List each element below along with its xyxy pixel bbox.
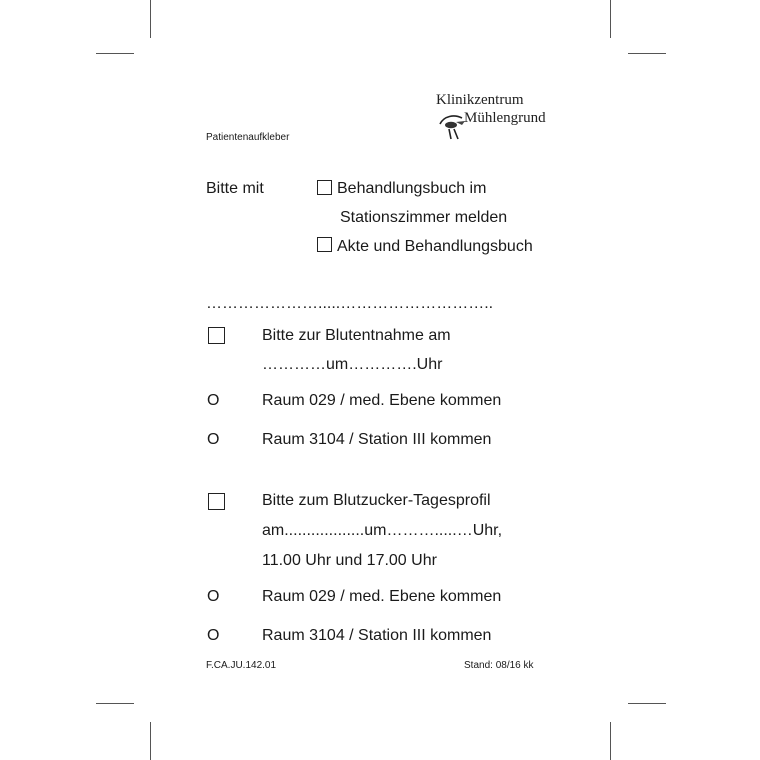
blutentnahme-time-line: …………um………….Uhr xyxy=(262,356,443,373)
separator-dotted-line: ………………….....……………………….. xyxy=(206,295,494,312)
checkbox-behandlungsbuch[interactable] xyxy=(317,180,332,195)
option-marker[interactable]: O xyxy=(207,588,220,605)
patient-sticker-label: Patientenaufkleber xyxy=(206,132,290,143)
blutentnahme-room2: Raum 3104 / Station III kommen xyxy=(262,431,492,448)
logo-line2: Mühlengrund xyxy=(464,110,546,126)
crop-mark-left-top xyxy=(96,53,134,54)
crop-mark-bottom-left xyxy=(150,722,151,760)
checkbox-blutzucker[interactable] xyxy=(208,493,225,510)
option1-line2: Stationszimmer melden xyxy=(340,209,508,226)
crop-mark-right-top xyxy=(628,53,666,54)
blutentnahme-heading: Bitte zur Blutentnahme am xyxy=(262,327,451,344)
crop-mark-right-bottom xyxy=(628,703,666,704)
blutzucker-room2: Raum 3104 / Station III kommen xyxy=(262,627,492,644)
crop-mark-bottom-right xyxy=(610,722,611,760)
blutzucker-time-line: am..................um……….....…Uhr, xyxy=(262,522,503,539)
blutzucker-heading: Bitte zum Blutzucker-Tagesprofil xyxy=(262,492,491,509)
checkbox-akte[interactable] xyxy=(317,237,332,252)
crop-mark-top-right xyxy=(610,0,611,38)
clinic-logo xyxy=(436,92,556,148)
blutzucker-room1: Raum 029 / med. Ebene kommen xyxy=(262,588,502,605)
blutzucker-times: 11.00 Uhr und 17.00 Uhr xyxy=(262,552,437,569)
option2-label: Akte und Behandlungsbuch xyxy=(337,238,533,255)
logo-line1: Klinikzentrum xyxy=(436,92,524,108)
blutentnahme-room1: Raum 029 / med. Ebene kommen xyxy=(262,392,502,409)
checkbox-blutentnahme[interactable] xyxy=(208,327,225,344)
option1-line1: Behandlungsbuch im xyxy=(337,180,487,197)
crop-mark-top-left xyxy=(150,0,151,38)
option-marker[interactable]: O xyxy=(207,627,220,644)
stand-date: Stand: 08/16 kk xyxy=(464,660,534,671)
crop-mark-left-bottom xyxy=(96,703,134,704)
section1-intro: Bitte mit xyxy=(206,180,264,197)
option-marker[interactable]: O xyxy=(207,431,220,448)
form-id: F.CA.JU.142.01 xyxy=(206,660,277,671)
option-marker[interactable]: O xyxy=(207,392,220,409)
